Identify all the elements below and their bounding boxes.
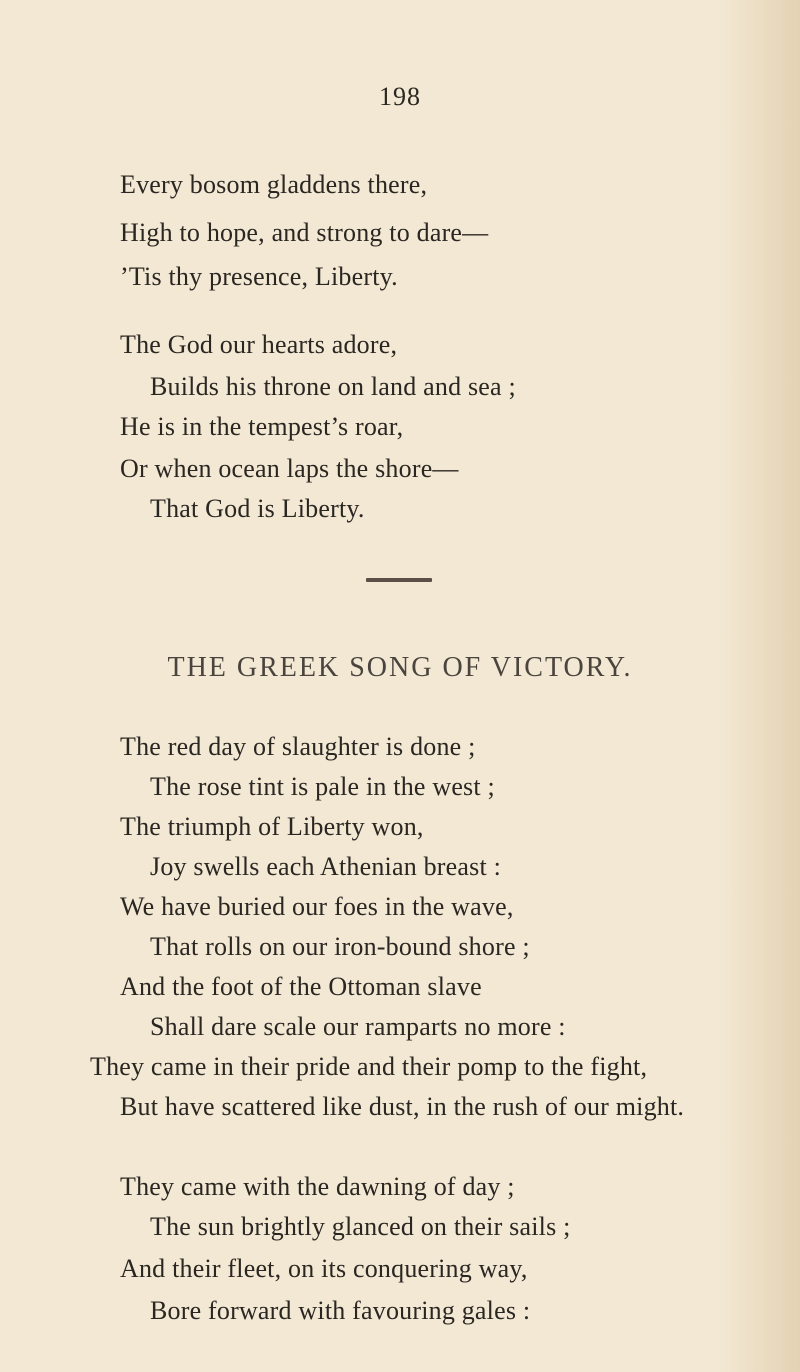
poem-line: The red day of slaughter is done ; [120,732,476,761]
poem-line: The rose tint is pale in the west ; [150,772,495,801]
poem-line: But have scattered like dust, in the rush of our might. [120,1092,685,1121]
poem-line: And their fleet, on its conquering way, [120,1254,528,1283]
poem-line: He is in the tempest’s roar, [120,412,404,441]
page-number: 198 [379,82,421,111]
poem-line: The sun brightly glanced on their sails ; [150,1212,571,1241]
poem-line: They came in their pride and their pomp to the fight, [90,1052,648,1081]
poem-line: ’Tis thy presence, Liberty. [120,262,398,291]
poem-line: Builds his throne on land and sea ; [150,372,516,401]
poem-line: That God is Liberty. [150,494,365,523]
poem-title: THE GREEK SONG OF VICTORY. [167,652,633,683]
section-divider [366,578,432,582]
poem-line: That rolls on our iron-bound shore ; [150,932,530,961]
poem-line: They came with the dawning of day ; [120,1172,515,1201]
poem-line: We have buried our foes in the wave, [120,892,514,921]
poem-line: Shall dare scale our ramparts no more : [150,1012,566,1041]
poem-line: Every bosom gladdens there, [120,170,428,199]
poem-line: The God our hearts adore, [120,330,398,359]
poem-line: The triumph of Liberty won, [120,812,424,841]
poem-line: Or when ocean laps the shore— [120,454,459,483]
poem-line: Bore forward with favouring gales : [150,1296,531,1325]
poem-line: And the foot of the Ottoman slave [120,972,482,1001]
poem-line: Joy swells each Athenian breast : [150,852,502,881]
poem-line: High to hope, and strong to dare— [120,218,489,247]
